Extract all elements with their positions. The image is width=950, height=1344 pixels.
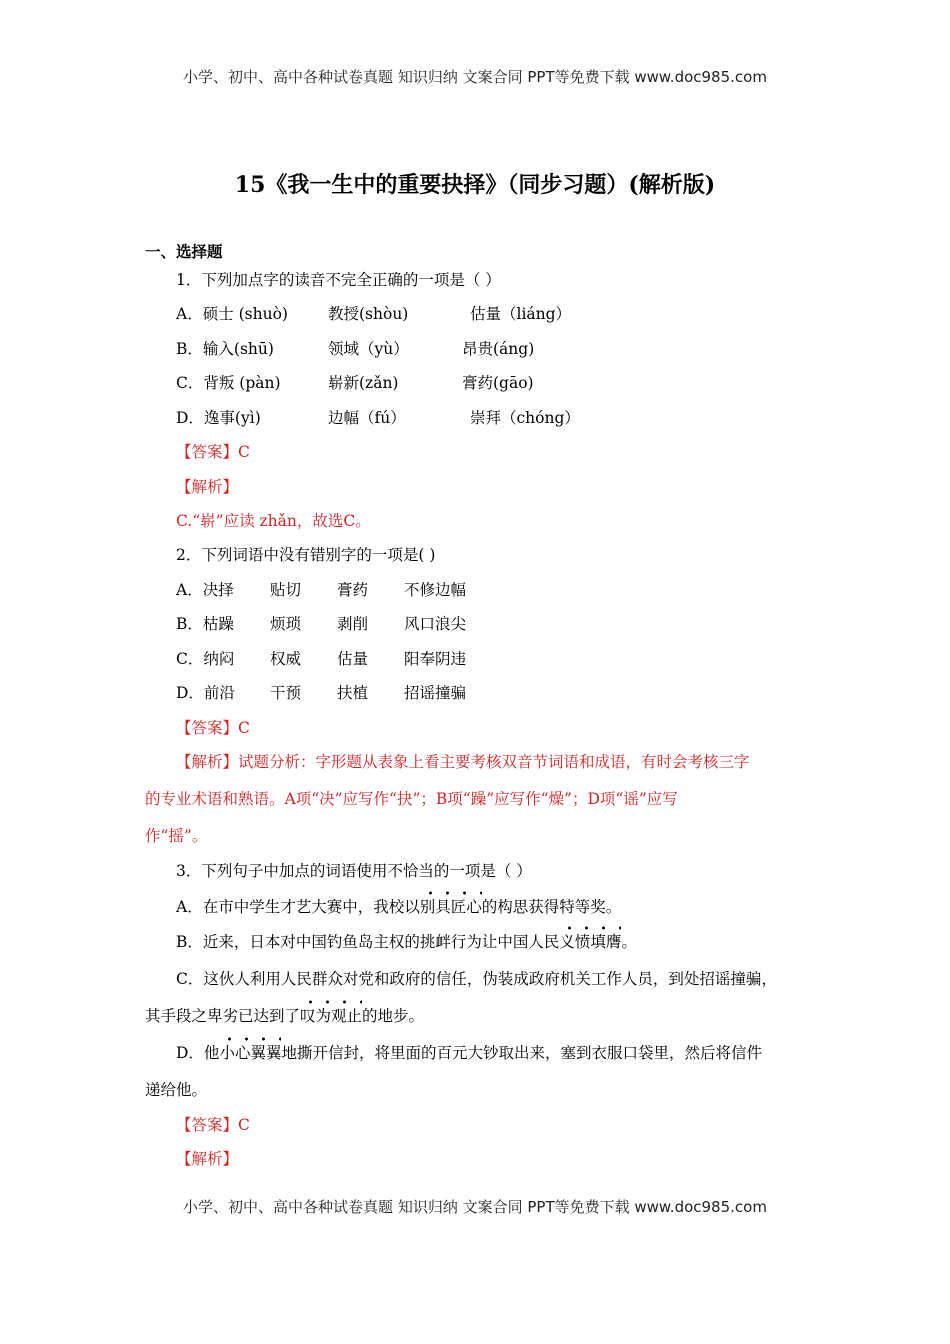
q3-option-c-line-2: 其手段之卑劣已达到了叹为观止的地步。 [145, 1007, 425, 1025]
emphasized-phrase: 叹为观止 [300, 1007, 363, 1025]
q2-option-a: A．决择 贴切 膏药 不修边幅 [176, 581, 467, 599]
section-heading: 一、选择题 [145, 243, 223, 261]
q3-option-a: A．在市中学生才艺大赛中，我校以别具匠心的构思获得特等奖。 [176, 898, 622, 916]
q1-option-a: A．硕士 (shuò) 教授(shòu) 估量（liáng） [176, 305, 572, 323]
emphasized-phrase: 小心翼翼 [219, 1044, 282, 1062]
q2-answer: 【答案】C [176, 719, 250, 737]
q1-option-c: C．背叛 (pàn) 崭新(zǎn) 膏药(gāo) [176, 374, 534, 392]
q2-analysis-line-2: 的专业术语和熟语。A项“决”应写作“抉”；B项“躁”应写作“燥”；D项“谣”应写 [145, 790, 678, 808]
q1-stem: 1．下列加点字的读音不完全正确的一项是（ ） [176, 271, 501, 289]
q2-stem: 2．下列词语中没有错别字的一项是( ) [176, 546, 436, 564]
q3-option-b: B．近来，日本对中国钓鱼岛主权的挑衅行为让中国人民义愤填膺。 [176, 933, 637, 951]
q3-analysis-label: 【解析】 [176, 1150, 239, 1168]
q2-option-b: B．枯躁 烦琐 剥削 风口浪尖 [176, 615, 467, 633]
q1-analysis: C.“崭”应读 zhǎn，故选C。 [176, 512, 371, 530]
q2-option-d: D．前沿 干预 扶植 招谣撞骗 [176, 684, 467, 702]
q3-stem: 3．下列句子中加点的词语使用不恰当的一项是（ ） [176, 862, 532, 880]
page-title: 15《我一生中的重要抉择》（同步习题）(解析版) [234, 172, 716, 198]
page-header: 小学、初中、高中各种试卷真题 知识归纳 文案合同 PPT等免费下载 www.doc985.com [183, 68, 767, 86]
q2-analysis-line-3: 作“摇”。 [145, 827, 208, 845]
q3-option-d-line-1: D．他小心翼翼地撕开信封，将里面的百元大钞取出来，塞到衣服口袋里，然后将信件 [176, 1044, 762, 1062]
q2-option-c: C．纳闷 权威 估量 阳奉阴违 [176, 650, 467, 668]
q3-answer: 【答案】C [176, 1116, 250, 1134]
q1-option-b: B．输入(shū) 领域（yù） 昂贵(áng) [176, 340, 535, 358]
emphasized-phrase: 别具匠心 [419, 898, 482, 916]
q1-answer: 【答案】C [176, 443, 250, 461]
emphasized-phrase: 义愤填膺 [559, 933, 622, 951]
q1-option-d: D．逸事(yì) 边幅（fú） 崇拜（chóng） [176, 409, 580, 427]
q3-option-c-line-1: C．这伙人利用人民群众对党和政府的信任，伪装成政府机关工作人员，到处招谣撞骗， [176, 970, 777, 988]
q2-analysis-line-1: 【解析】试题分析：字形题从表象上看主要考核双音节词语和成语，有时会考核三字 [176, 753, 750, 771]
q1-analysis-label: 【解析】 [176, 478, 239, 496]
page-footer: 小学、初中、高中各种试卷真题 知识归纳 文案合同 PPT等免费下载 www.doc985.com [183, 1198, 767, 1216]
q3-option-d-line-2: 递给他。 [145, 1081, 208, 1099]
